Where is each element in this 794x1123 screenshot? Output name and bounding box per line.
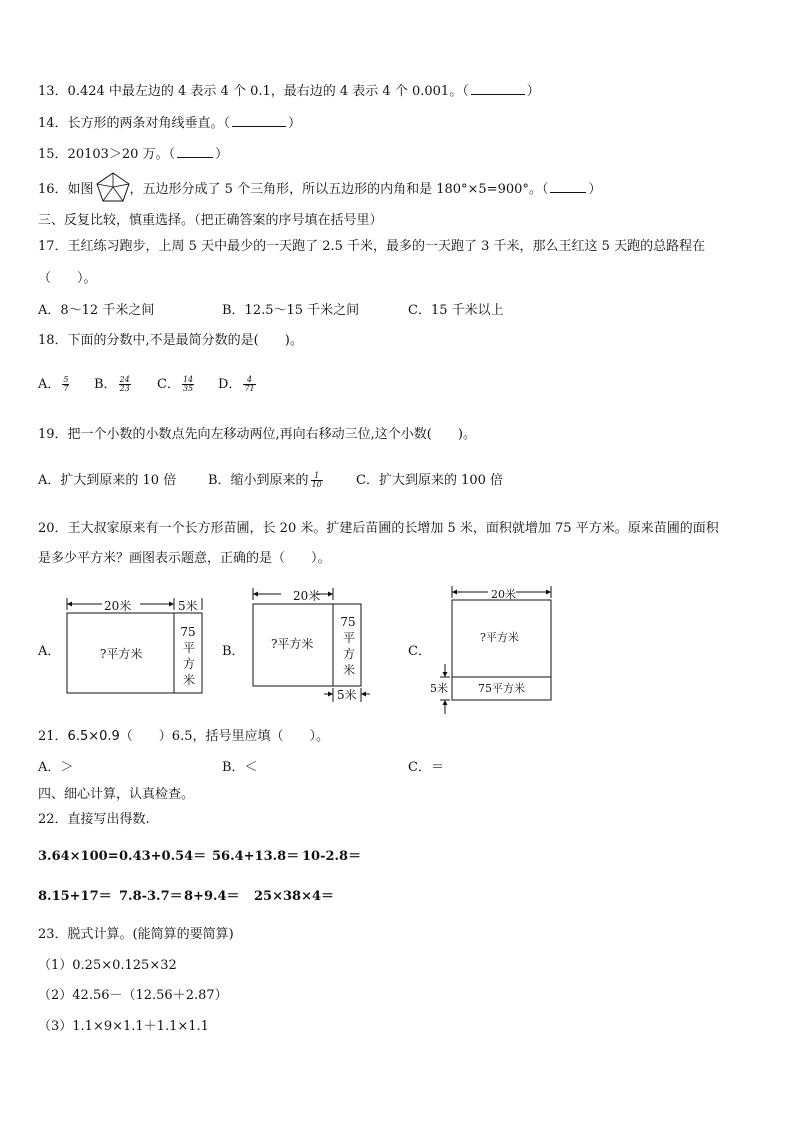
fig-b-area: ?平方米 bbox=[271, 637, 314, 651]
fraction bbox=[243, 376, 255, 393]
q22-item: 25×38×4＝ bbox=[254, 889, 335, 904]
q20-option-b-label[interactable]: B． bbox=[222, 644, 245, 659]
fraction-numerator: 14 bbox=[182, 375, 194, 384]
fraction-numerator: 4 bbox=[243, 376, 255, 385]
label-part: 75 bbox=[180, 625, 196, 639]
pentagon-figure bbox=[95, 171, 131, 203]
fig-a-area: ?平方米 bbox=[100, 647, 143, 661]
q13-text: 13．0.424 中最左边的 4 表示 4 个 0.1，最右边的 4 表示 4 个 0.001。（ bbox=[38, 84, 469, 99]
q16-pre: 16．如图 bbox=[38, 182, 94, 197]
fig-b-top-20: 20米 bbox=[293, 589, 321, 603]
q16-close: ） bbox=[588, 182, 602, 197]
q15-text: 15．20103＞20 万。（ bbox=[38, 147, 176, 162]
fraction bbox=[119, 376, 131, 393]
answer-blank[interactable] bbox=[550, 180, 586, 193]
q22-item: 56.4+13.8＝ bbox=[212, 849, 300, 864]
q19-text: 19．把一个小数的小数点先向左移动两位,再向右移动三位,这个小数( )。 bbox=[38, 427, 476, 442]
fraction-denominator: 23 bbox=[119, 384, 130, 393]
fig-c-area: ?平方米 bbox=[480, 631, 519, 644]
fig-c-top-20: 20米 bbox=[491, 588, 516, 601]
q18-option-d[interactable] bbox=[218, 376, 258, 394]
fig-c-left-5: 5米 bbox=[430, 682, 448, 695]
option-label: D． bbox=[218, 377, 242, 392]
section-4-heading: 四、细心计算，认真检查。 bbox=[38, 787, 195, 802]
answer-blank[interactable] bbox=[232, 114, 286, 127]
q23-text: 23．脱式计算。(能简算的要简算) bbox=[38, 927, 234, 942]
q18-option-c[interactable] bbox=[157, 376, 196, 394]
fraction bbox=[311, 472, 323, 489]
q22-item: 3.64×100= bbox=[38, 849, 119, 864]
label-part: 平 bbox=[342, 631, 355, 645]
fraction bbox=[62, 376, 69, 393]
question-14 bbox=[38, 114, 301, 133]
answer-blank[interactable] bbox=[471, 82, 525, 95]
fraction-numerator: 1 bbox=[311, 472, 323, 481]
q17-option-c[interactable]: C．15 千米以上 bbox=[408, 303, 504, 318]
q20-figure-c bbox=[430, 584, 556, 716]
fraction-denominator: 71 bbox=[244, 384, 255, 393]
fraction-denominator: 10 bbox=[311, 480, 322, 489]
q17-line1: 17．王红练习跑步，上周 5 天中最少的一天跑了 2.5 千米，最多的一天跑了 3 千米，那么王红这 5 天跑的总路程在 bbox=[38, 239, 706, 254]
q19-option-c[interactable]: C．扩大到原来的 100 倍 bbox=[356, 473, 504, 488]
q20-line2: 是多少平方米？画图表示题意，正确的是（ ）。 bbox=[38, 551, 331, 566]
q13-close: ） bbox=[526, 84, 540, 99]
fraction bbox=[182, 376, 194, 393]
q22-item: 10-2.8＝ bbox=[302, 849, 362, 864]
q23-item-3: （3）1.1×9×1.1＋1.1×1.1 bbox=[38, 1019, 209, 1034]
fraction-numerator: 24 bbox=[119, 375, 130, 384]
q14-text: 14．长方形的两条对角线垂直。（ bbox=[38, 116, 231, 131]
q15-close: ） bbox=[215, 147, 229, 162]
label-part: 方 bbox=[182, 657, 195, 671]
question-21 bbox=[38, 728, 329, 746]
label-part: 平 bbox=[182, 641, 195, 655]
q21-option-c[interactable]: C．＝ bbox=[408, 760, 444, 775]
q17-line2: （ ）。 bbox=[38, 271, 97, 286]
option-label: B． bbox=[94, 377, 117, 392]
q20-option-a-label[interactable]: A． bbox=[38, 644, 61, 659]
label-part: 米 bbox=[342, 663, 355, 677]
q20-line1: 20．王大叔家原来有一个长方形苗圃，长 20 米。扩建后苗圃的长增加 5 米，面积就增加 75 平方米。原来苗圃的面积 bbox=[38, 521, 719, 536]
q22-item: 7.8-3.7＝ bbox=[119, 889, 183, 904]
fig-a-top-5: 5米 bbox=[178, 599, 198, 613]
q14-close: ） bbox=[288, 116, 302, 131]
fig-a-right-label bbox=[182, 624, 196, 688]
q18-option-b[interactable] bbox=[94, 376, 133, 394]
q23-item-2: （2）42.56－（12.56＋2.87） bbox=[38, 988, 228, 1003]
section-3-heading: 三、反复比较，慎重选择。（把正确答案的序号填在括号里） bbox=[38, 213, 383, 228]
q17-option-a[interactable]: A．8～12 千米之间 bbox=[38, 303, 155, 318]
q21-text: （ ）6.5，括号里应填（ ）。 bbox=[119, 729, 329, 744]
option-text: B．缩小到原来的 bbox=[208, 473, 309, 488]
q21-option-a[interactable]: A．＞ bbox=[38, 760, 74, 775]
question-13 bbox=[38, 82, 540, 101]
fig-b-right-label bbox=[342, 614, 356, 678]
label-part: 75 bbox=[340, 615, 356, 629]
q19-option-a[interactable]: A．扩大到原来的 10 倍 bbox=[38, 473, 177, 488]
fig-b-bottom-5: 5米 bbox=[337, 688, 357, 702]
q19-option-b[interactable] bbox=[208, 472, 325, 490]
q17-option-b[interactable]: B．12.5～15 千米之间 bbox=[222, 303, 360, 318]
q16-post: ，五边形分成了 5 个三角形，所以五边形的内角和是 180°×5=900°。（ bbox=[129, 182, 549, 197]
fraction-denominator: 35 bbox=[182, 384, 194, 393]
q21-option-b[interactable]: B．＜ bbox=[222, 760, 258, 775]
q21-number: 21． bbox=[38, 729, 68, 744]
q18-text: 18．下面的分数中,不是最简分数的是( )。 bbox=[38, 333, 303, 348]
fig-a-top-20: 20米 bbox=[104, 599, 132, 613]
label-part: 米 bbox=[182, 673, 195, 687]
q18-option-a[interactable] bbox=[38, 376, 71, 394]
option-label: A． bbox=[38, 377, 61, 392]
label-part: 方 bbox=[342, 647, 355, 661]
q22-item: 8+9.4＝ bbox=[184, 889, 240, 904]
q22-item: 0.43+0.54＝ bbox=[119, 849, 207, 864]
fig-c-bottom-area: 75平方米 bbox=[478, 682, 525, 695]
q22-item: 8.15+17＝ bbox=[38, 889, 112, 904]
fraction-denominator: 7 bbox=[63, 384, 69, 393]
option-label: C． bbox=[157, 377, 180, 392]
q20-option-c-label[interactable]: C． bbox=[408, 644, 431, 659]
q22-text: 22．直接写出得数. bbox=[38, 812, 150, 827]
q23-item-1: （1）0.25×0.125×32 bbox=[38, 958, 177, 973]
q21-expression: 6.5×0.9 bbox=[67, 729, 120, 744]
question-15 bbox=[38, 145, 228, 164]
answer-blank[interactable] bbox=[177, 145, 213, 158]
fraction-numerator: 5 bbox=[63, 375, 69, 384]
